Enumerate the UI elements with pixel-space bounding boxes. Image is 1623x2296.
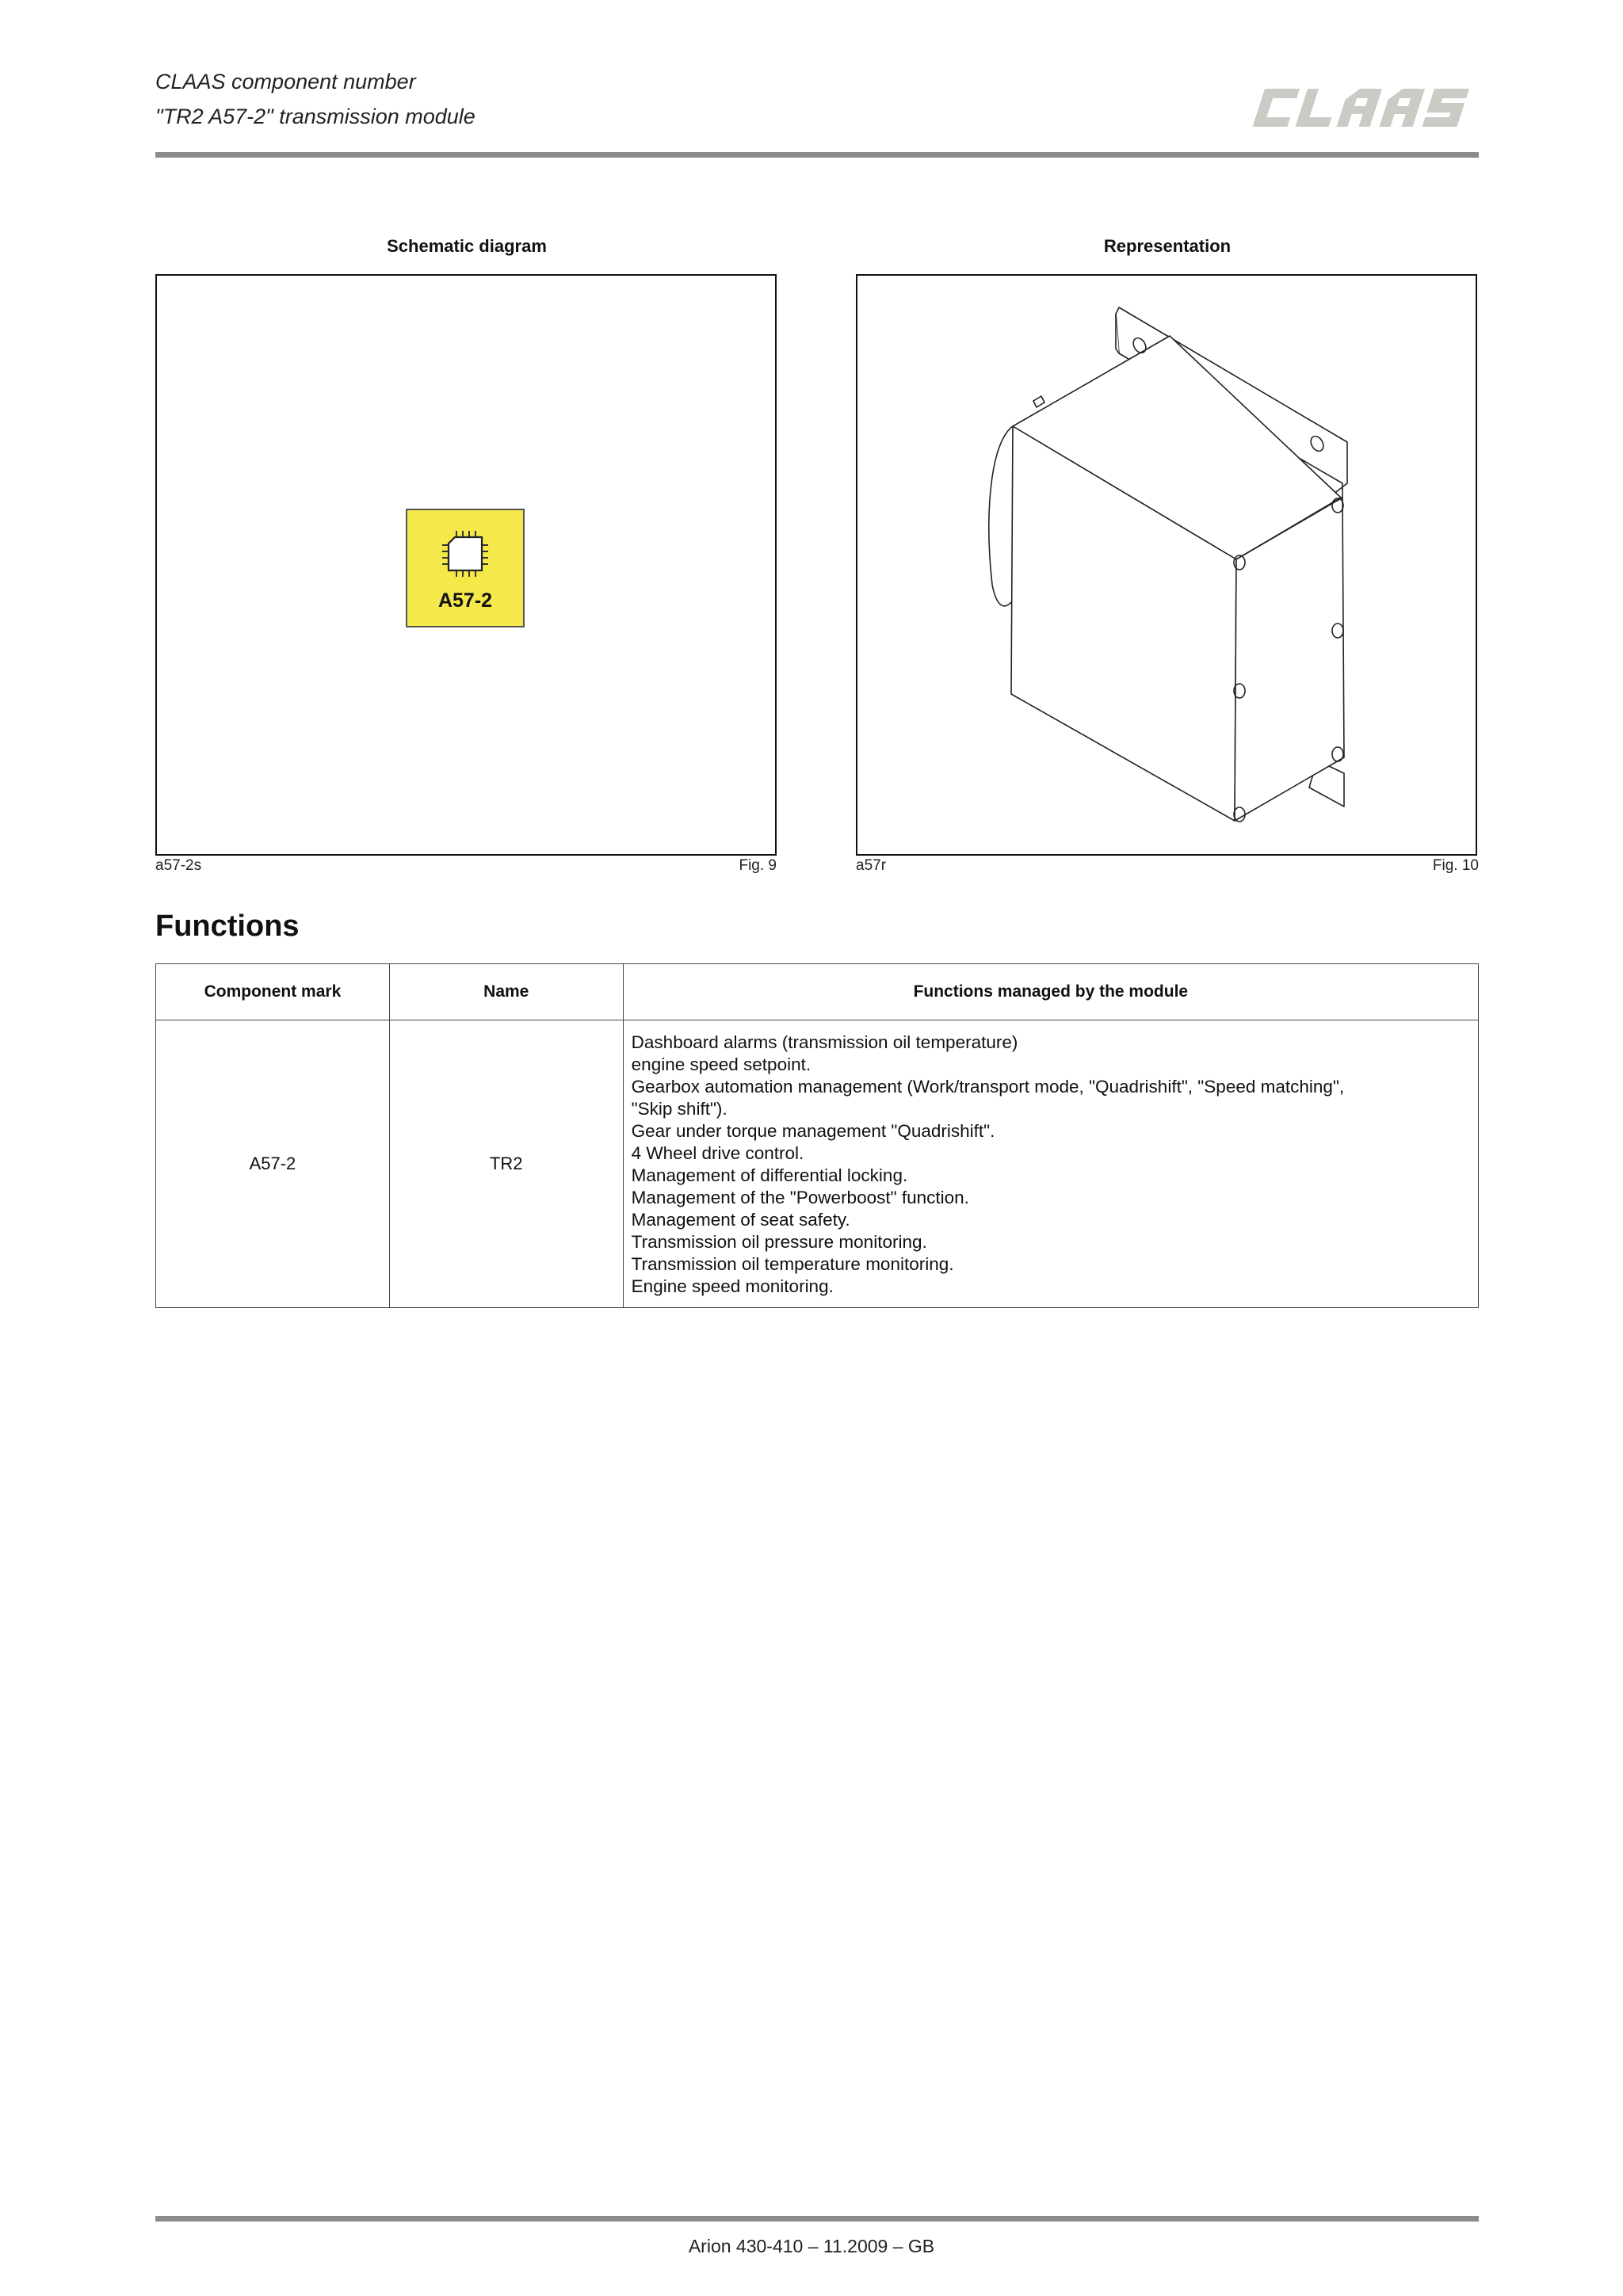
figure-title-schematic: Schematic diagram	[387, 236, 547, 256]
table-row	[156, 1020, 1479, 1308]
schematic-diagram-frame	[155, 274, 777, 856]
function-item: Gear under torque management "Quadrishift".	[631, 1121, 995, 1141]
column-header-name: Name	[389, 964, 623, 1020]
column-header-functions: Functions managed by the module	[623, 964, 1478, 1020]
footer-text: Arion 430-410 – 11.2009 – GB	[688, 2236, 935, 2256]
footer-rule	[155, 2216, 1479, 2222]
function-item: Management of seat safety.	[631, 1210, 850, 1230]
figure-number-9: Fig. 9	[739, 857, 777, 874]
functions-table	[155, 963, 1479, 1308]
chip-icon	[439, 528, 491, 580]
header-component-number: CLAAS component number	[155, 70, 416, 93]
claas-logo	[1243, 84, 1469, 132]
module-symbol-label: A57-2	[437, 589, 493, 612]
figure-ref-representation: a57r	[856, 857, 887, 874]
control-module-drawing	[857, 276, 1476, 854]
column-header-component-mark: Component mark	[156, 964, 390, 1020]
function-item: "Skip shift").	[631, 1099, 727, 1119]
figure-number-10: Fig. 10	[1432, 857, 1479, 874]
function-item: Transmission oil temperature monitoring.	[631, 1254, 954, 1274]
function-item: Transmission oil pressure monitoring.	[631, 1232, 927, 1252]
section-title-functions: Functions	[155, 910, 300, 943]
function-item: 4 Wheel drive control.	[631, 1143, 804, 1163]
function-item: engine speed setpoint.	[631, 1055, 812, 1074]
cell-component-mark: A57-2	[156, 1020, 390, 1308]
function-item: Engine speed monitoring.	[631, 1276, 834, 1296]
representation-frame	[856, 274, 1477, 856]
cell-functions	[623, 1020, 1478, 1308]
function-item: Management of the "Powerboost" function.	[631, 1188, 969, 1207]
module-symbol	[406, 509, 525, 627]
header-rule	[155, 152, 1479, 158]
cell-name: TR2	[389, 1020, 623, 1308]
function-item: Gearbox automation management (Work/transport mode, "Quadrishift", "Speed matching",	[631, 1077, 1345, 1097]
function-item: Management of differential locking.	[631, 1165, 908, 1185]
figure-ref-schematic: a57-2s	[155, 857, 202, 874]
table-header-row	[156, 964, 1479, 1020]
figure-title-representation: Representation	[1103, 236, 1232, 256]
header-module-title: "TR2 A57-2" transmission module	[155, 105, 475, 128]
function-item: Dashboard alarms (transmission oil temperature)	[631, 1032, 1018, 1052]
